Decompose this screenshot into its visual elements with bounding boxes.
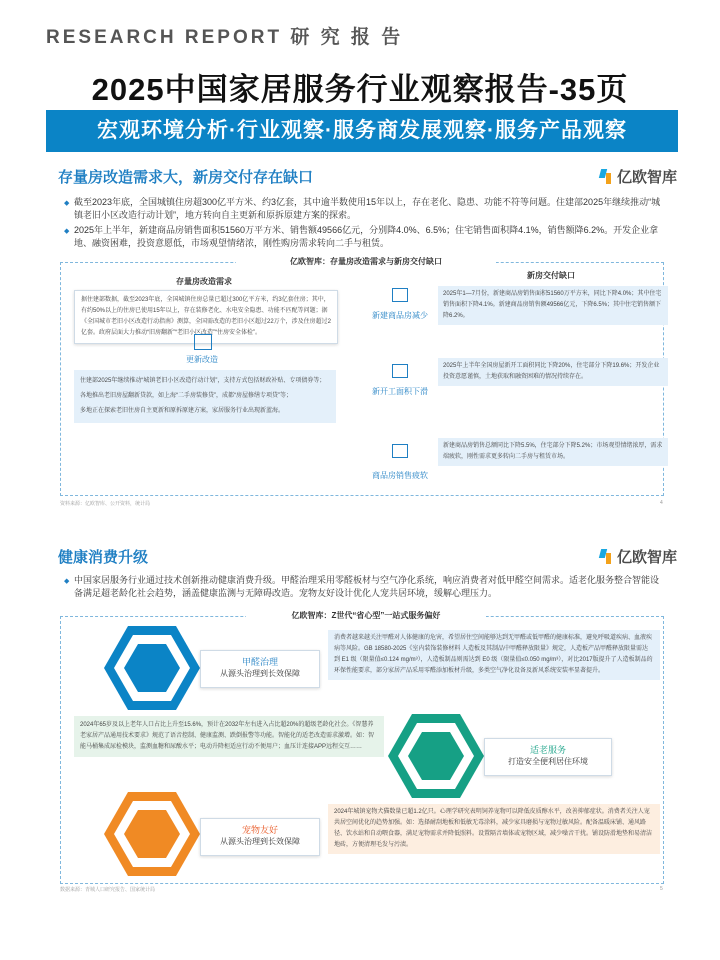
logo-text: 亿欧智库 [617, 169, 678, 186]
page-number: 5 [660, 886, 663, 892]
report-header-label: RESEARCH REPORT 研 究 报 告 [46, 27, 404, 48]
renovation-label: 更新改造 [186, 355, 218, 364]
policy-line: 各地推出老旧房屋翻新贷款，如上海“二手房装修贷”，成都“房屋修缮专项贷”等； [80, 393, 292, 399]
item-label: 商品房销售疲软 [372, 471, 428, 480]
logo-mark-icon [600, 549, 614, 564]
logo-text: 亿欧智库 [617, 549, 678, 566]
page-number: 4 [660, 500, 663, 506]
renovation-policy-box [74, 370, 336, 423]
item-label-box [200, 650, 320, 688]
infographic-title: 亿欧智库：Z世代“省心型”一站式服务偏好 [246, 610, 486, 621]
item-sublabel: 从源头治理到长效保障 [220, 837, 300, 846]
topics-banner: 宏观环境分析·行业观察·服务商发展观察·服务产品观察 [46, 110, 678, 152]
report-title: 2025中国家居服务行业观察报告-35页 [91, 72, 629, 107]
item-label: 新建商品房减少 [372, 311, 428, 320]
item-label-box [484, 738, 612, 776]
infographic-title: 亿欧智库：存量房改造需求与新房交付缺口 [236, 256, 496, 267]
logo-mark-icon [600, 169, 614, 184]
bar-chart-icon [392, 444, 408, 458]
stock-demand-textbox: 据住建部数据，截至2023年底，全国城镇住房总量已超过300亿平方米，约3亿套住房；其中，有约50%以上的住房已使用15年以上，存在装修老化、水电安全隐患、功能不匹配等问题；据《全国城市老旧小区改造行动指南》测算，全国需改造的老旧小区超过22万个，涉及住房超过2亿套。政府层面大力推动“旧房翻新”“老旧小区改造”“住房安全体检”。 [74, 290, 338, 344]
bullet-paragraph: ◆ 截至2023年底，全国城镇住房超300亿平方米、约3亿套，其中逾半数使用15年以上，存在老化、隐患、功能不符等问题。住建部2025年继续推动“城镇老旧小区改造行动计划”，地方转向自主更新和原拆原建方案的探索。 [74, 196, 666, 222]
item-textbox: 2025年上半年全国房屋新开工面积同比下降20%，住宅部分下降19.6%；开发企业投资意愿谨慎，土地获取和融资困难的情况持续存在。 [438, 358, 668, 386]
item-label-box [200, 818, 320, 856]
bullet-paragraph: ◆ 2025年上半年，新建商品房销售面积51560万平方米、销售额49566亿元，分别降4.0%、6.5%；住宅销售面积降4.1%，销售额降6.2%。开发企业拿地、融资困难，投资意愿低，市场观望情绪浓，刚性购房需求转向二手与租赁。 [74, 224, 666, 250]
renovation-icon [194, 334, 212, 350]
item-label: 宠物友好 [241, 825, 278, 835]
item-textbox: 消费者越来越关注甲醛对人体健康的危害，希望居住空间能够达到无甲醛或低甲醛的健康标准，避免呼吸道疾病、血液疾病等风险。GB 18580-2025《室内装饰装修材料 人造板及其制品中甲醛释放限量》规定，人造板产品甲醛释放限量需达到 E1 级（限量值≤0.124 mg/m³），人造板制品则需达到 E0 级（限量值≤0.050 mg/m³），对比2017版提升了人造板制品的环保性能要求，部分家居产品采用零醛添加板材升级，多类空气净化设备及新风系统安装率显著提升。 [328, 630, 660, 680]
column-heading-left: 存量房改造需求 [176, 277, 232, 286]
item-textbox: 2024年城镇宠物犬猫数量已超1.2亿只。心理学研究表明饲养宠物可以降低皮质醇水平，改善抑郁症状。消费者关注人宠共居空间优化的趋势加强。如：选择耐刮地板和低敏无毒涂料，减少家具磨损与宠物过敏风险。配备温暖床铺、通风路径、饮水站和自动喂食器，满足宠物需求并降低照料。设置隔音墙体或宠物区域，减少噪音干扰。铺设防滑地垫和易清洁地砖，方便清理毛发与污渍。 [328, 804, 660, 854]
item-textbox: 2025年1—7月份，新建商品房销售面积51560万平方米，同比下降4.0%；其中住宅销售面积下降4.1%。新建商品房销售额49566亿元，下降6.5%；其中住宅销售额下降6.2%。 [438, 286, 668, 325]
column-heading-right: 新房交付缺口 [527, 271, 575, 280]
item-label: 适老服务 [529, 745, 566, 755]
item-sublabel: 打造安全便利居住环境 [508, 757, 588, 766]
policy-line: 多地正在探索老旧住房自主更新和原拆原建方案，家居服务行业出现新蓝海。 [80, 408, 285, 414]
slide-page-5 [46, 538, 678, 898]
building-icon [392, 288, 408, 302]
slide-title: 健康消费升级 [58, 549, 149, 566]
logo [600, 166, 677, 187]
item-textbox: 新建商品房销售总额同比下降5.5%，住宅部分下降5.2%；市场观望情绪浓厚，需求端疲软，刚性需求更多转向二手房与租赁市场。 [438, 438, 668, 466]
item-textbox: 2024年65岁及以上老年人口占比上升至15.6%，预计在2032年左右进入占比超20%的超级老龄化社会。《智慧养老家居产品通用技术要求》规范了语音控制、健康监测、跌倒报警等功能。智能化的适老改造需求激增。如：智能马桶集成尿检模块，监测血糖和尿酸水平；电动升降柜适应行动不便用户；血压计连接APP远程交互…… [74, 716, 384, 757]
slide-page-4 [46, 158, 678, 516]
item-label: 新开工面积下滑 [372, 387, 428, 396]
source-note: 数据来源：青城人口研究报告、国家统计局 [60, 887, 156, 893]
chart-down-icon [392, 364, 408, 378]
item-sublabel: 从源头治理到长效保障 [220, 669, 300, 678]
slide-title: 存量房改造需求大，新房交付存在缺口 [58, 169, 314, 186]
source-note: 资料来源：亿欧智库、公开资料，统计局 [60, 501, 151, 507]
item-label: 甲醛治理 [241, 657, 278, 667]
policy-line: 住建部2025年继续推动“城镇老旧小区改造行动计划”，支持方式包括财政补贴、专项债券等； [80, 378, 326, 384]
bullet-paragraph: ◆ 中国家居服务行业通过技术创新推动健康消费升级。甲醛治理采用零醛板材与空气净化系统，响应消费者对低甲醛空间需求。适老化服务整合智能设备满足超老龄化社会趋势，涵盖健康监测与无障碍改造。宠物友好设计优化人宠共居环境，缓解心理压力。 [74, 574, 666, 600]
logo [600, 546, 677, 567]
